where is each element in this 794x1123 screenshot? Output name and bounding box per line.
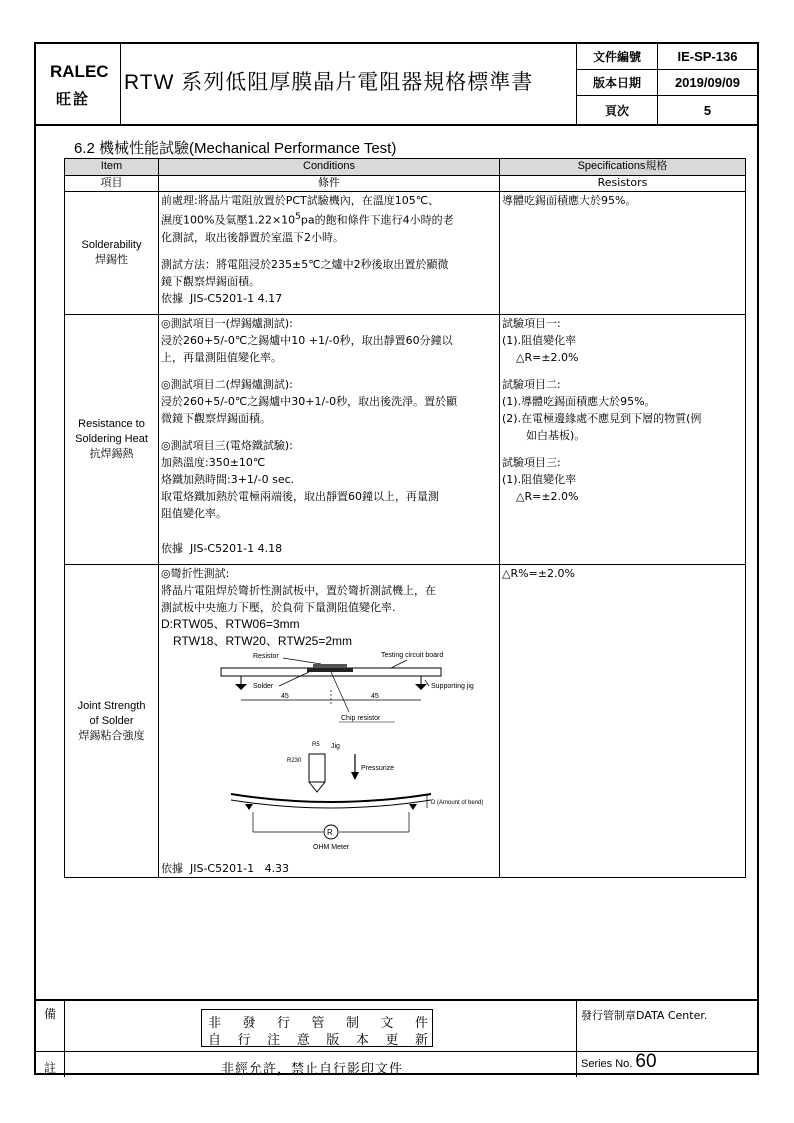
- bent-board: [231, 794, 431, 802]
- pressurize-arrow: [351, 772, 359, 780]
- table-row: [65, 192, 746, 315]
- spec-cell: 試驗項目一: (1).阻值變化率 △R=±2.0% 試驗項目二: (1).導體吃錫面積應大於95%。 (2).在電極邊緣處不應見到下層的物質(例 如白基板)。 試驗項目三: (1).阻值變化率 △R=±2.0%: [500, 315, 746, 565]
- no-issue-char: 文: [380, 1016, 394, 1031]
- label-jig: Jig: [331, 743, 340, 750]
- no-issue-char: 更: [385, 1033, 399, 1048]
- table-row: [65, 315, 746, 565]
- conditions-cell: 前處理:將晶片電阻放置於PCT試驗機內，在溫度105℃、 濕度100%及氣壓$1.22\times 10^5pa$的飽和條件下進行4小時的老 化測試，取出後靜置於室溫下2小時。 測試方法：將電阻浸於235±5℃之爐中2秒後取出置於顯微 鏡下觀察焊錫面積。 依據 JIS-C5201-1 4.17: [159, 192, 500, 315]
- label-pressurize: Pressurize: [361, 765, 395, 772]
- document-footer: [36, 999, 757, 1077]
- item-joint-strength: Joint Strength of Solder 焊錫粘合強度: [65, 565, 159, 878]
- no-issue-char: 發: [242, 1016, 256, 1031]
- series-number: Series No. 60: [581, 1051, 657, 1072]
- no-issue-char: 件: [414, 1016, 428, 1031]
- label-ohm: OHM Meter: [313, 844, 350, 851]
- page-frame: [34, 42, 759, 1075]
- no-issue-char: 行: [276, 1016, 290, 1031]
- meta-page: 頁次 5: [577, 96, 757, 124]
- conditions-cell: ◎測試項目一(焊錫爐測試): 浸於260+5/-0℃之錫爐中10 +1/-0秒，取出靜置60分鐘以 上，再量測阻值變化率。 ◎測試項目二(焊錫爐測試): 浸於260+5/-0℃之錫爐中30+1/-0秒，取出後洗淨。置於顯 微鏡下觀察焊錫面積。 ◎測試項目三(電烙鐵試驗): 加熱溫度:350±10℃ 烙鐵加熱時間:3+1/-0 sec. 取電烙鐵加熱於電極兩端後，取出靜置60鐘以上，再量測 阻值變化率。 依據 JIS-C5201-1 4.18: [159, 315, 500, 565]
- label-bend: D (Amount of bend): [431, 800, 484, 806]
- table-subheader-row: 項目 條件 Resistors: [65, 176, 746, 192]
- meta-doc-number: 文件編號 IE-SP-136: [577, 44, 757, 70]
- no-issue-char: 本: [355, 1033, 369, 1048]
- table-row: [65, 565, 746, 878]
- support-right: [415, 684, 427, 690]
- section-title: 6.2 機械性能試驗(Mechanical Performance Test): [74, 140, 397, 157]
- document-header: [36, 44, 757, 126]
- copy-notice: 非經允許，禁止自行影印文件: [221, 1062, 404, 1077]
- label-r5: R5: [312, 742, 320, 748]
- remark-zhu: 註: [44, 1061, 57, 1075]
- col-specs: Specifications規格: [500, 159, 746, 176]
- jig-shape: [309, 754, 325, 782]
- col-conditions: Conditions: [159, 159, 500, 176]
- no-issue-char: 行: [237, 1033, 251, 1048]
- no-issue-char: 版: [326, 1033, 340, 1048]
- col-item: Item: [65, 159, 159, 176]
- document-title: RTW 系列低阻厚膜晶片電阻器規格標準書: [124, 71, 534, 94]
- label-chip: Chip resistor: [341, 715, 381, 722]
- document-meta: [577, 44, 757, 124]
- no-issue-char: 意: [296, 1033, 310, 1048]
- label-resistor: Resistor: [253, 653, 279, 660]
- no-issue-char: 新: [414, 1033, 428, 1048]
- label-solder: Solder: [253, 683, 274, 690]
- no-issue-char: 自: [208, 1033, 222, 1048]
- no-issue-char: 非: [208, 1016, 222, 1031]
- conditions-cell: ◎彎折性測試: 將晶片電阻焊於彎折性測試板中，置於彎折測試機上，在 測試板中央施力下壓，於負荷下量測阻值變化率. D:RTW05、RTW06=3mm RTW18、RTW20、RTW25=2mm Resistor Testing circuit board Solder Supporting jig 45 45 Chip resistor Jig R5 R230 Pressurize D (Amount of bend) R OHM Meter 依據 JIS-C5201-1 4.33: [159, 565, 500, 878]
- dim-right: 45: [371, 693, 379, 700]
- label-support: Supporting jig: [431, 683, 474, 690]
- ohm-symbol: R: [327, 828, 333, 837]
- item-solderability: Solderability 焊錫性: [65, 192, 159, 315]
- logo-zh: 旺詮: [56, 90, 91, 108]
- company-logo: [36, 44, 121, 124]
- spec-cell: △R%=±2.0%: [500, 565, 746, 878]
- bend-test-diagram: [191, 650, 491, 860]
- logo-en: RALEC: [50, 62, 109, 81]
- stamp-label: 發行管制章DATA Center.: [581, 1009, 708, 1022]
- support-left: [235, 684, 247, 690]
- table-header-row: [65, 159, 746, 176]
- item-soldering-heat: Resistance to Soldering Heat 抗焊錫熱: [65, 315, 159, 565]
- no-issue-char: 注: [267, 1033, 281, 1048]
- dim-left: 45: [281, 693, 289, 700]
- no-issue-char: 管: [311, 1016, 325, 1031]
- no-issue-char: 制: [345, 1016, 359, 1031]
- meta-version-date: 版本日期 2019/09/09: [577, 70, 757, 96]
- spec-cell: 導體吃錫面積應大於95%。: [500, 192, 746, 315]
- mechanical-test-table: [64, 158, 746, 878]
- remark-bei: 備: [44, 1007, 57, 1021]
- label-board: Testing circuit board: [381, 652, 444, 659]
- no-issue-box: [201, 1009, 433, 1047]
- issue-stamp-area: [576, 1001, 758, 1077]
- label-r230: R230: [287, 758, 302, 764]
